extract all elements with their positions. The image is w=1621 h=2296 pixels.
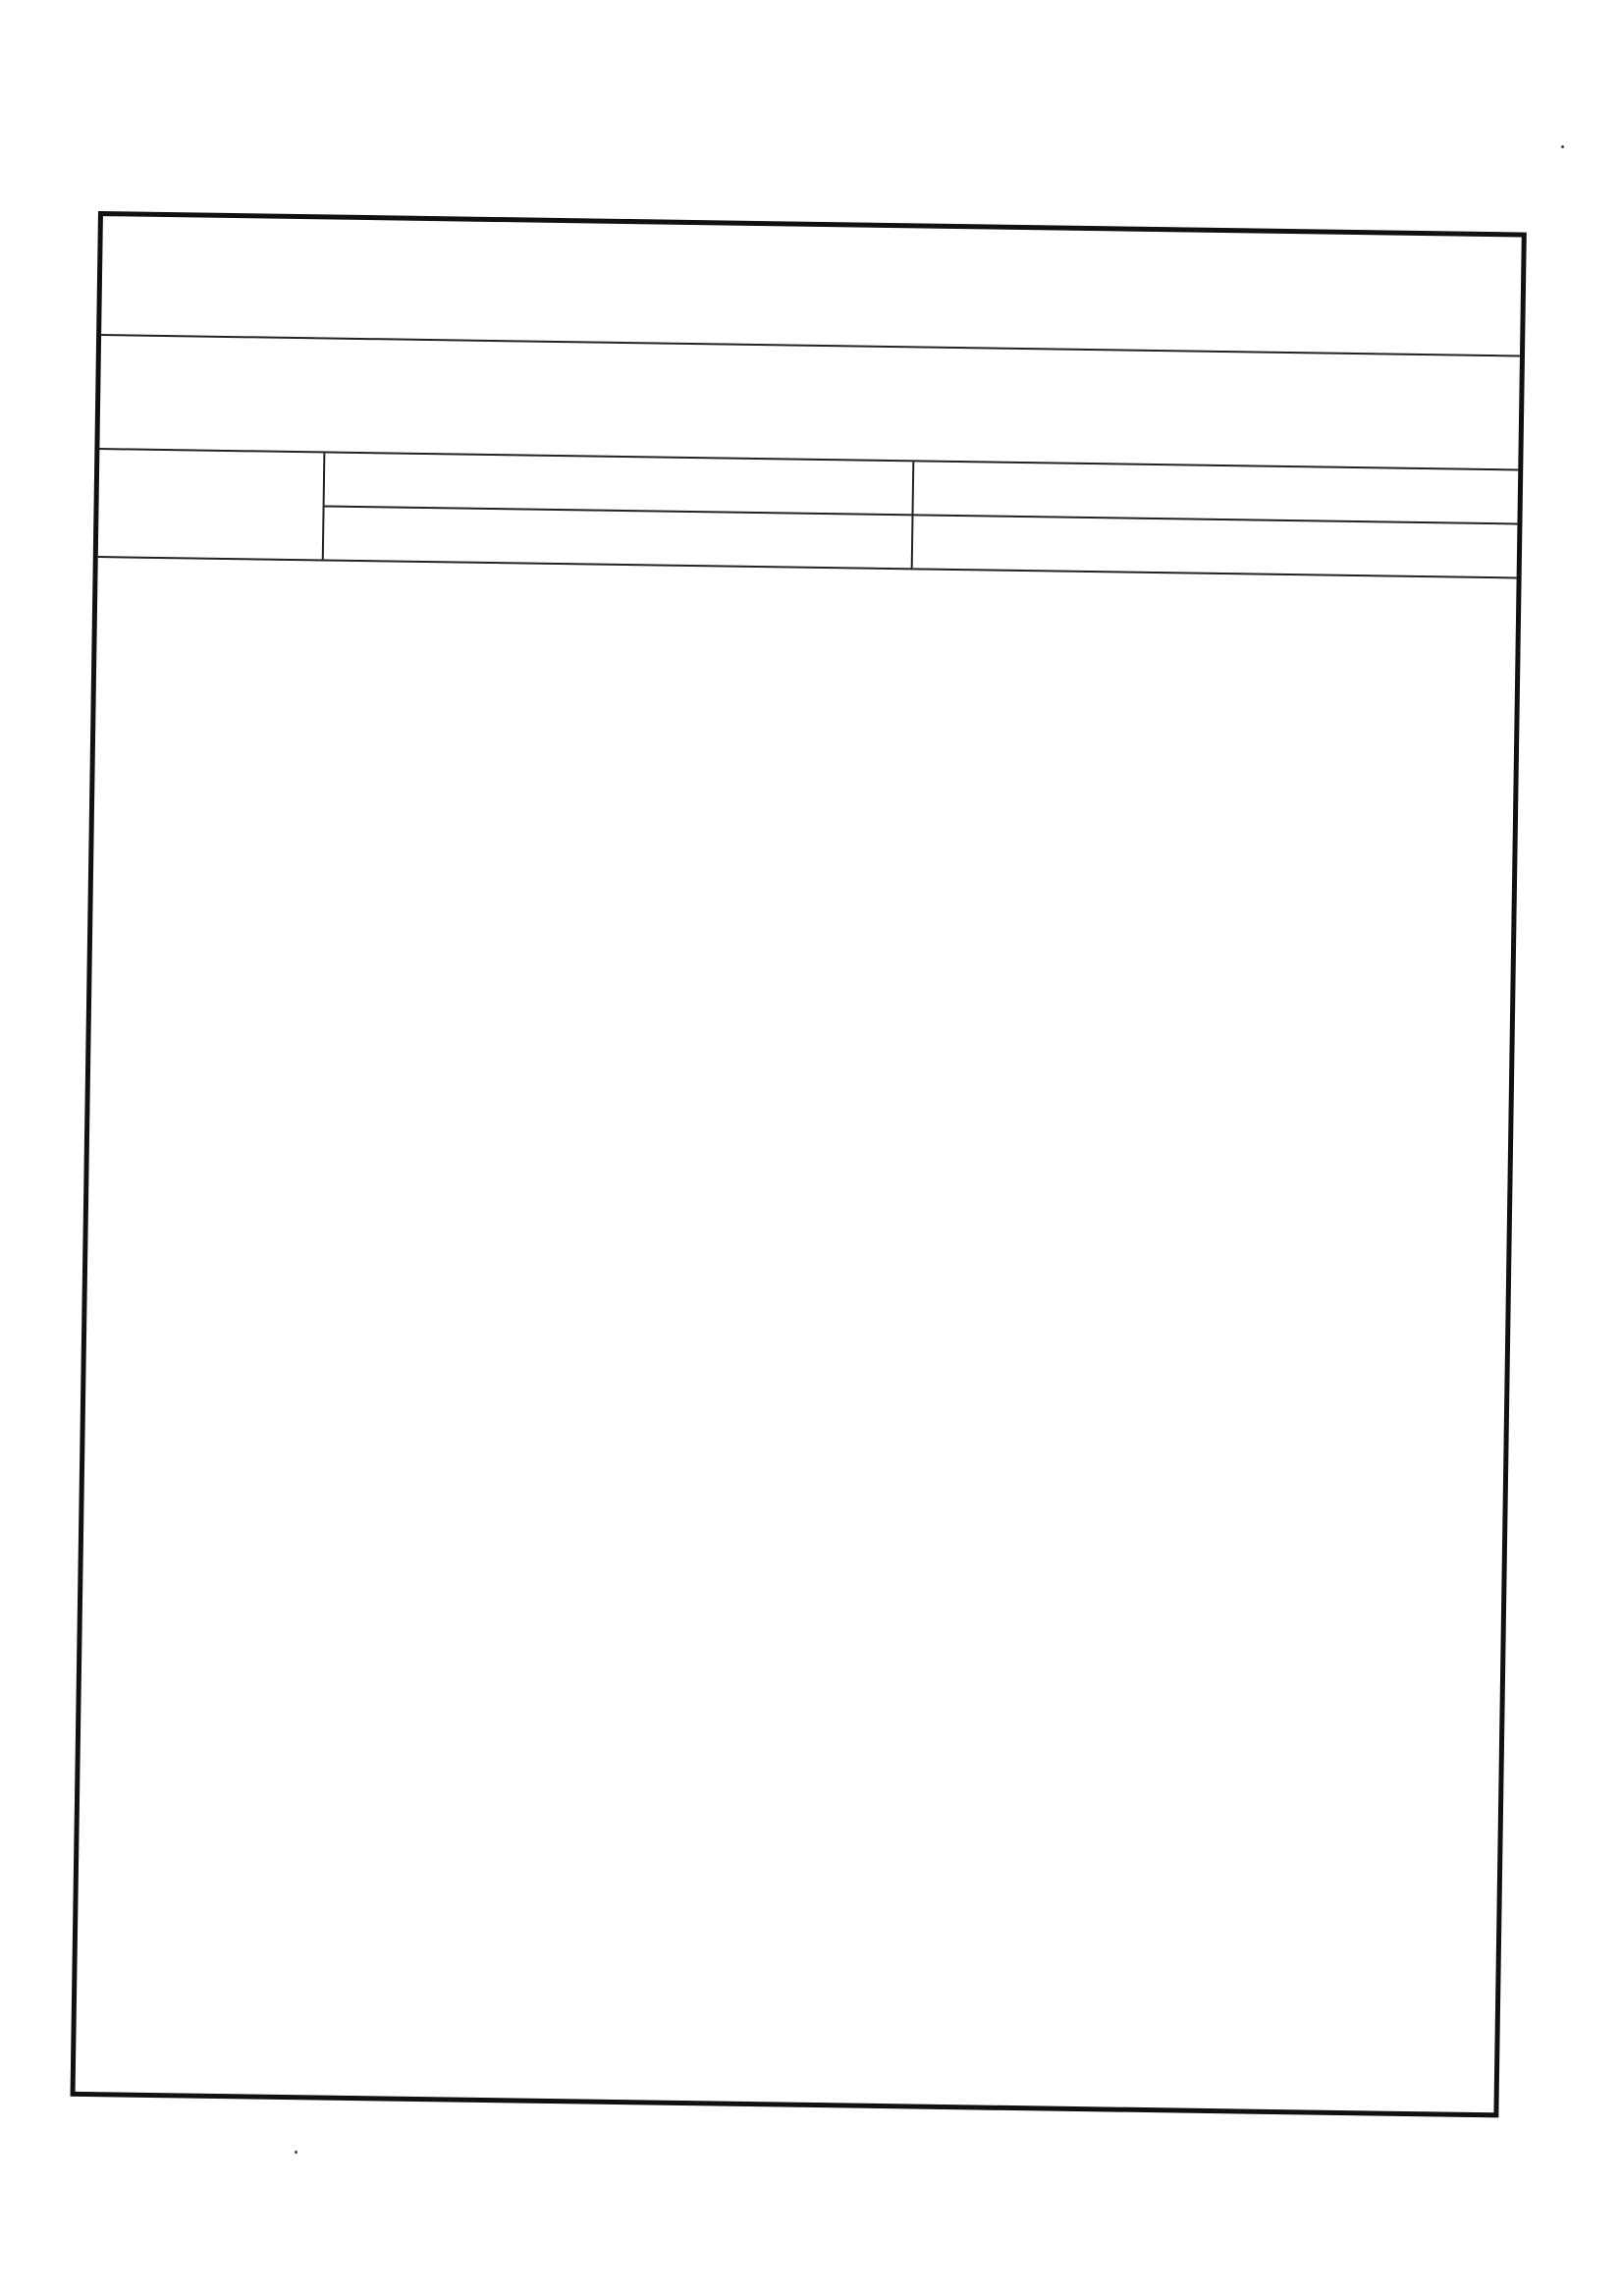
change-content-header [913, 516, 1518, 578]
page-title [101, 216, 1522, 356]
change-item-header [98, 450, 326, 561]
section-heading [99, 334, 1520, 470]
completion-approval-number-header [913, 462, 1518, 524]
change-use-approval-number-header [325, 453, 915, 516]
usage-permit-table [71, 211, 1527, 2117]
scan-speck [1561, 145, 1564, 148]
scan-speck [295, 2151, 297, 2154]
incoming-document-number-header [324, 507, 914, 570]
